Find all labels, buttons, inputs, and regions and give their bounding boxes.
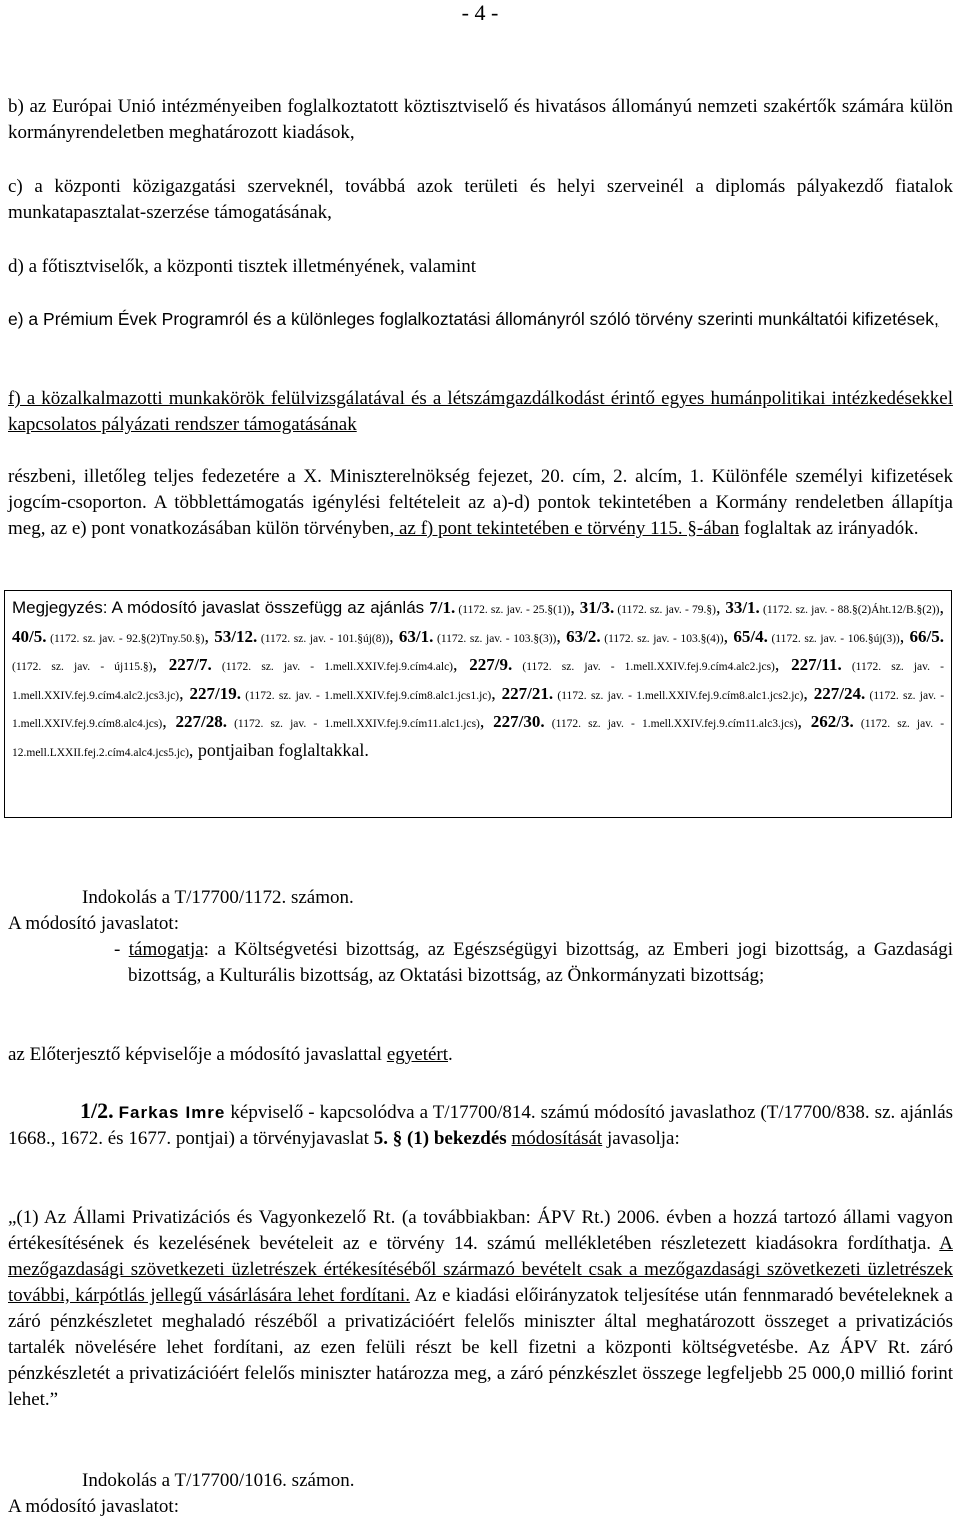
rationale-1-subtitle: A módosító javaslatot: bbox=[8, 913, 179, 934]
note-ref-number: 227/19. bbox=[189, 683, 242, 703]
item-e-text: e) a Prémium Évek Programról és a különleges foglalkoztatási állományról szóló törvény szerinti munkáltatói kifizetések bbox=[8, 309, 934, 329]
note-ref bbox=[175, 711, 479, 731]
note-ref-source: (1172. sz. jav. - 12.mell.LXXII.fej.2.cím4.alc4.jcs5.jc) bbox=[12, 718, 945, 759]
note-ref-source: (1172. sz. jav. - 1.mell.XXIV.fej.9.cím4.alc2.jcs3.jc) bbox=[12, 661, 944, 702]
note-ref bbox=[566, 626, 723, 646]
note-ref bbox=[580, 597, 716, 617]
note-ref-source: (1172. sz. jav. - 88.§(2)Áht.12/B.§(2)) bbox=[759, 604, 940, 616]
note-ref bbox=[469, 654, 775, 674]
amendment-proposer: Farkas Imre bbox=[118, 1103, 226, 1122]
agree-word: egyetért bbox=[386, 1044, 449, 1065]
item-c: c) a központi közigazgatási szerveknél, továbbá azok területi és helyi szerveinél a diplomás pályakezdő fiatalok munkatapasztalat-szerzése támogatásának, bbox=[8, 176, 953, 223]
note-ref bbox=[502, 683, 804, 703]
rationale-1-title: Indokolás a T/17700/1172. számon. bbox=[82, 887, 354, 908]
quote-underlined: A mezőgazdasági szövetkezeti üzletrészek értékesítéséből származó bevételt csak a mezőgazdasági szövetkezeti üzletrészek további, kárpótlás jellegű vásárlására lehet fordítani. bbox=[8, 1233, 953, 1306]
note-ref bbox=[725, 597, 939, 617]
note-ref-source: (1172. sz. jav. - 106.§új(3)) bbox=[767, 632, 900, 645]
item-e bbox=[8, 306, 953, 333]
note-ref-source: (1172. sz. jav. - 1.mell.XXIV.fej.9.cím8.alc1.jcs1.jc) bbox=[241, 689, 492, 702]
note-ref-number: 31/3. bbox=[579, 598, 615, 617]
note-ref-number: 227/7. bbox=[168, 655, 212, 674]
note-ref bbox=[493, 711, 797, 731]
quote-part-1: „(1) Az Állami Privatizációs és Vagyonkezelő Rt. (a továbbiakban: ÁPV Rt.) 2006. évben a hozzá tartozó állami vagyon értékesítésének és kezelésének bevételeit az e törvény 14. számú mellékletében részletezett kiadásokra fordíthatja. bbox=[8, 1207, 953, 1254]
note-ref-source: (1172. sz. jav. - 1.mell.XXIV.fej.9.cím4.alc2.jcs) bbox=[512, 661, 775, 673]
support-word: támogatja bbox=[128, 939, 204, 960]
rationale-2-subtitle: A módosító javaslatot: bbox=[8, 1496, 179, 1517]
item-b: b) az Európai Unió intézményeiben foglalkoztatott köztisztviselő és hivatásos állományú nemzeti szakértők számára külön kormányrendeletben meghatározott kiadások, bbox=[8, 96, 953, 143]
item-d: d) a főtisztviselők, a központi tisztek illetményének, valamint bbox=[8, 256, 477, 277]
quote-part-2: Az e kiadási előirányzatok teljesítése után fennmaradó bevételeknek a záró pénzkészletet meghaladó részéből a privatizációért felelős miniszter által meghatározott összeget a privatizációs tartalék növelésére lehet fordítani, az ezen felüli részt be kell fizetni a központi költségvetésbe. Az ÁPV Rt. záró pénzkészletét a privatizációért felelős miniszter határozza meg, a záró pénzkészlet összege legfeljebb 25 000,0 millió forint lehet.” bbox=[8, 1285, 953, 1410]
note-lead: Megjegyzés: A módosító javaslat összefügg az ajánlás bbox=[12, 598, 430, 617]
note-text bbox=[12, 595, 944, 766]
note-ref bbox=[214, 626, 389, 646]
agree-prefix: az Előterjesztő képviselője a módosító javaslattal bbox=[8, 1044, 387, 1065]
note-ref-source: (1172. sz. jav. - 1.mell.XXIV.fej.9.cím11.alc1.jcs) bbox=[226, 718, 480, 730]
amendment-number: 1/2. bbox=[80, 1098, 114, 1123]
note-ref-number: 227/24. bbox=[813, 683, 866, 703]
note-tail: pontjaiban foglaltakkal. bbox=[193, 739, 369, 760]
note-ref-number: 7/1. bbox=[429, 598, 456, 617]
closing-text-1: részbeni, illetőleg teljes fedezetére a X. Miniszterelnökség fejezet, 20. cím, 2. alcím, 1. Különféle személyi kifizetések jogcím-csoporton. A többlettámogatás igénylési feltételeit az a)-d) pontok tekintetében a Kormány rendeletben állapítja meg, az e) pont vonatkozásában külön törvényben bbox=[8, 466, 953, 539]
closing-text-2: , az f) pont tekintetében e törvény 115. §-ában bbox=[389, 518, 740, 539]
note-ref-number: 227/9. bbox=[469, 655, 513, 674]
note-ref-number: 227/28. bbox=[175, 712, 227, 731]
note-ref-number: 63/2. bbox=[566, 626, 601, 646]
note-ref-source: (1172. sz. jav. - 92.§(2)Tny.50.§) bbox=[46, 632, 205, 645]
note-ref-source: (1172. sz. jav. - 103.§(4)) bbox=[600, 632, 724, 645]
note-ref-number: 53/12. bbox=[214, 626, 258, 646]
note-ref bbox=[429, 597, 570, 617]
note-ref-source: (1172. sz. jav. - 1.mell.XXIV.fej.9.cím11.alc3.jcs) bbox=[544, 718, 798, 730]
note-ref bbox=[169, 654, 453, 674]
quoted-text bbox=[8, 1205, 953, 1413]
note-ref-number: 40/5. bbox=[12, 626, 47, 646]
agree-suffix: . bbox=[448, 1044, 453, 1065]
note-ref-number: 227/30. bbox=[493, 712, 545, 731]
support-line bbox=[114, 937, 954, 989]
note-ref-source: (1172. sz. jav. - 103.§(3)) bbox=[433, 632, 557, 645]
note-ref-source: (1172. sz. jav. - 1.mell.XXIV.fej.9.cím4.alc) bbox=[211, 661, 453, 673]
note-ref bbox=[12, 626, 205, 646]
note-ref-source: (1172. sz. jav. - új115.§) bbox=[12, 661, 153, 673]
note-box bbox=[4, 590, 952, 818]
note-ref-number: 227/21. bbox=[501, 683, 554, 703]
amendment-paragraph bbox=[8, 1098, 953, 1152]
agree-line bbox=[8, 1042, 953, 1068]
note-ref bbox=[733, 626, 899, 646]
rationale-2-title: Indokolás a T/17700/1016. számon. bbox=[82, 1470, 355, 1491]
note-ref-source: (1172. sz. jav. - 25.§(1)) bbox=[455, 604, 571, 616]
note-ref-number: 33/1. bbox=[725, 598, 760, 617]
item-f: f) a közalkalmazotti munkakörök felülvizsgálatával és a létszámgazdálkodást érintő egyes humánpolitikai intézkedésekkel kapcsolatos pályázati rendszer támogatásának bbox=[8, 388, 953, 435]
note-refs: 7/1. (1172. sz. jav. - 25.§(1)), 31/3. (1172. sz. jav. - 79.§), 33/1. (1172. sz. jav. - 88.§(2)Áht.12/B.§(2)), 40/5. (1172. sz. jav. - 92.§(2)Tny.50.§), 53/12. (1172. sz. jav. - 101.§új(8)), 63/1. (1172. sz. jav. - 103.§(3)), 63/2. (1172. sz. jav. - 103.§(4)), 65/4. (1172. sz. jav. - 106.§új(3)), 66/5. (1172. sz. jav. - új115.§), 227/7. (1172. sz. jav. - 1.mell.XXIV.fej.9.cím4.alc), 227/9. (1172. sz. jav. - 1.mell.XXIV.fej.9.cím4.alc2.jcs), 227/11. (1172. sz. jav. - 1.mell.XXIV.fej.9.cím4.alc2.jcs3.jc), 227/19. (1172. sz. jav. - 1.mell.XXIV.fej.9.cím8.alc1.jcs1.jc), 227/21. (1172. sz. jav. - 1.mell.XXIV.fej.9.cím8.alc1.jcs2.jc), 227/24. (1172. sz. jav. - 1.mell.XXIV.fej.9.cím8.alc4.jcs), 227/28. (1172. sz. jav. - 1.mell.XXIV.fej.9.cím11.alc1.jcs), 227/30. (1172. sz. jav. - 1.mell.XXIV.fej.9.cím11.alc3.jcs), 262/3. (1172. sz. jav. - 12.mell.LXXII.fej.2.cím4.alc4.jcs5.jc), bbox=[12, 597, 945, 760]
note-ref-source: (1172. sz. jav. - 1.mell.XXIV.fej.9.cím8.alc1.jcs2.jc) bbox=[553, 689, 804, 702]
closing-text-3: foglaltak az irányadók. bbox=[739, 518, 919, 539]
amendment-text-1: képviselő - kapcsolódva a T/17700/814. számú módosító javaslathoz (T/17700/838. sz. ajánlás 1668., 1672. és 1677. pontjai) a törvényjavaslat bbox=[8, 1102, 954, 1149]
note-ref bbox=[399, 626, 556, 646]
note-ref bbox=[190, 683, 492, 703]
amendment-target: 5. § (1) bekezdés bbox=[373, 1128, 507, 1149]
note-ref-source: (1172. sz. jav. - 1.mell.XXIV.fej.9.cím8.alc4.jcs) bbox=[12, 689, 945, 730]
note-ref-number: 63/1. bbox=[398, 626, 434, 646]
amendment-action: módosítását bbox=[511, 1128, 603, 1149]
note-ref-number: 65/4. bbox=[733, 626, 768, 646]
item-e-comma: , bbox=[933, 309, 939, 329]
closing-paragraph bbox=[8, 464, 953, 542]
support-prefix: - bbox=[114, 939, 129, 960]
amendment-text-3: javasolja: bbox=[602, 1128, 680, 1149]
note-ref-source: (1172. sz. jav. - 79.§) bbox=[614, 604, 716, 616]
note-ref-number: 66/5. bbox=[909, 626, 944, 646]
support-text: : a Költségvetési bizottság, az Egészségügyi bizottság, az Emberi jogi bizottság, a Gazdasági bizottság, a Kulturális bizottság, az Oktatási bizottság, az Önkormányzati bizottság; bbox=[128, 939, 954, 986]
note-ref-number: 262/3. bbox=[810, 712, 854, 731]
note-ref-number: 227/11. bbox=[791, 655, 842, 674]
page-number: - 4 - bbox=[461, 0, 499, 25]
note-ref-source: (1172. sz. jav. - 101.§új(8)) bbox=[257, 632, 390, 645]
